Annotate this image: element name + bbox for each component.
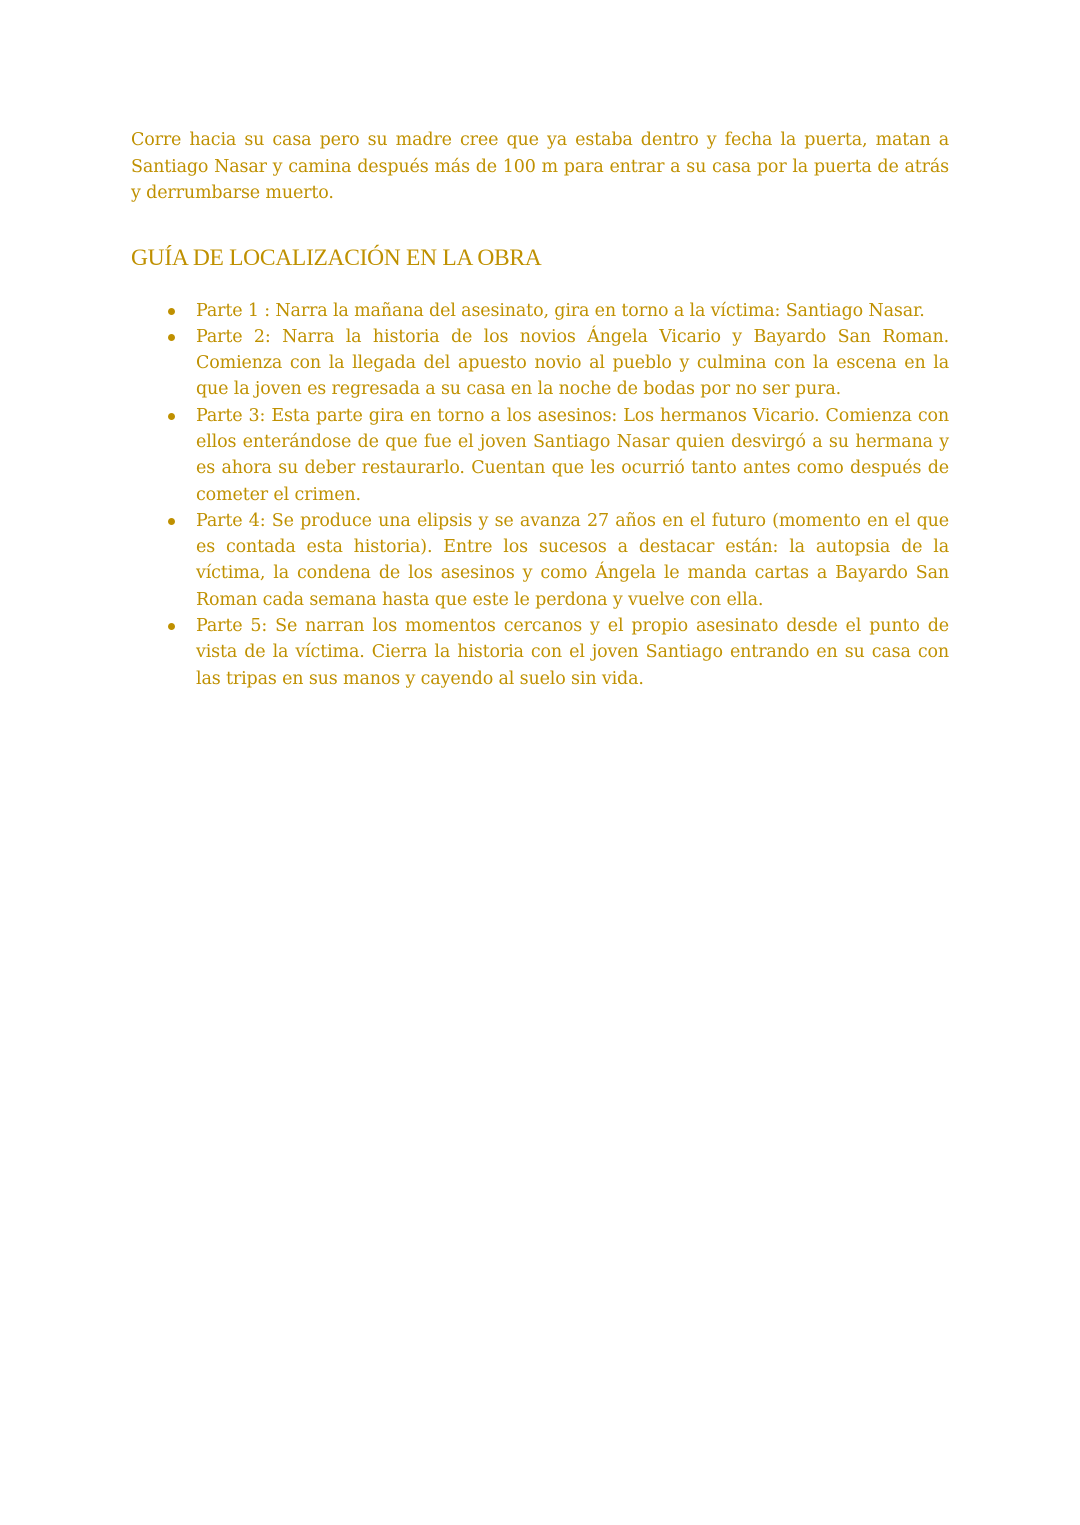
bullet-icon bbox=[168, 623, 175, 630]
list-item-text: Parte 2: Narra la historia de los novios Ángela Vicario y Bayardo San Roman. Comienza con la llegada del apuesto novio al pueblo y culmina con la escena en la que la joven es regresada a su casa en la noche de bodas por no ser pura. bbox=[196, 326, 949, 400]
list-item-text: Parte 1 : Narra la mañana del asesinato, gira en torno a la víctima: Santiago Nasar. bbox=[196, 300, 925, 321]
section-heading: GUÍA DE LOCALIZACIÓN EN LA OBRA bbox=[131, 244, 542, 271]
list-item-text: Parte 3: Esta parte gira en torno a los asesinos: Los hermanos Vicario. Comienza con ellos enterándose de que fue el joven Santiago Nasar quien desvirgó a su hermana y es ahora su deber restaurarlo. Cuentan que les ocurrió tanto antes como después de cometer el crimen. bbox=[196, 405, 949, 505]
page-content bbox=[131, 127, 949, 692]
parts-list bbox=[131, 298, 949, 692]
list-item-part-4 bbox=[131, 508, 949, 613]
intro-paragraph: Corre hacia su casa pero su madre cree que ya estaba dentro y fecha la puerta, matan a Santiago Nasar y camina después más de 100 m para entrar a su casa por la puerta de atrás y derrumbarse muerto. bbox=[131, 130, 949, 203]
list-item-text: Parte 5: Se narran los momentos cercanos y el propio asesinato desde el punto de vista de la víctima. Cierra la historia con el joven Santiago entrando en su casa con las tripas en sus manos y cayendo al suelo sin vida. bbox=[196, 616, 949, 689]
list-item-part-3 bbox=[131, 403, 949, 508]
bullet-icon bbox=[168, 334, 175, 341]
bullet-icon bbox=[168, 413, 175, 420]
list-item-text: Parte 4: Se produce una elipsis y se avanza 27 años en el futuro (momento en el que es contada esta historia). Entre los sucesos a destacar están: la autopsia de la víctima, la condena de los asesinos y como Ángela le manda cartas a Bayardo San Roman cada semana hasta que este le perdona y vuelve con ella. bbox=[196, 510, 949, 610]
list-item-part-1 bbox=[131, 298, 949, 324]
bullet-icon bbox=[168, 308, 175, 315]
bullet-icon bbox=[168, 518, 175, 525]
list-item-part-2 bbox=[131, 324, 949, 403]
list-item-part-5 bbox=[131, 613, 949, 692]
